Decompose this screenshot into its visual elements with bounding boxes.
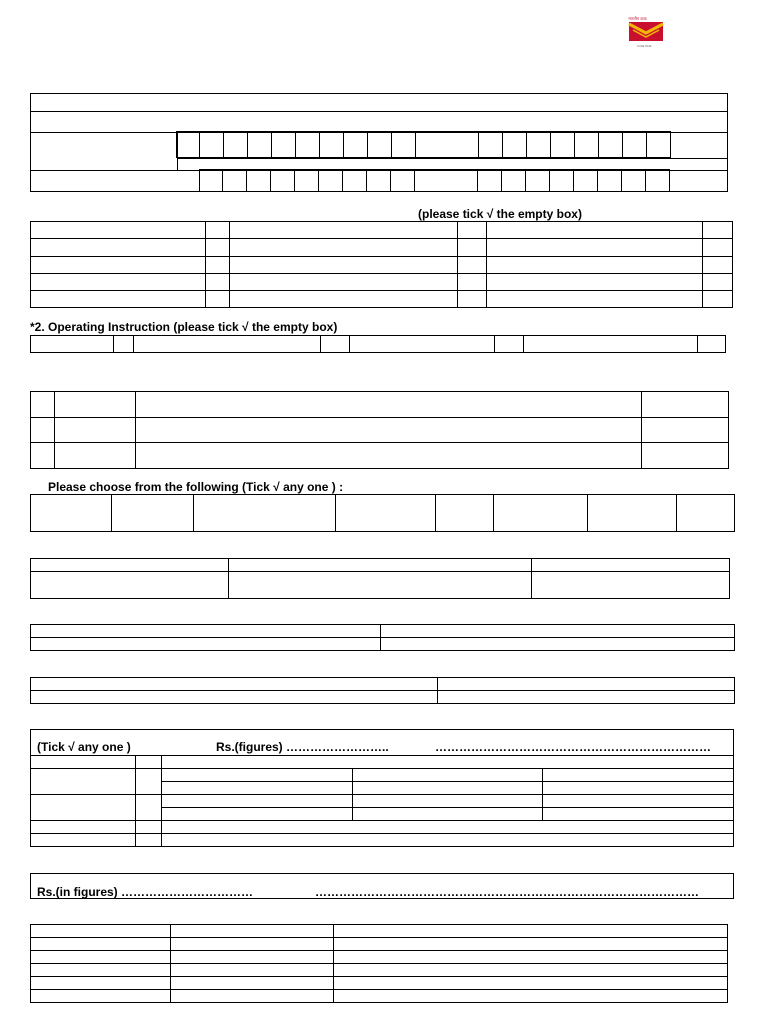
char-box[interactable] <box>272 132 296 158</box>
field-cell[interactable] <box>31 951 171 964</box>
char-box[interactable] <box>503 132 527 158</box>
tick-box[interactable] <box>136 834 162 847</box>
tick-box[interactable] <box>206 239 230 257</box>
char-box[interactable] <box>415 170 478 192</box>
holders-table <box>30 391 729 469</box>
char-box[interactable] <box>320 132 344 158</box>
tick-box[interactable] <box>206 257 230 274</box>
tick-box[interactable] <box>206 274 230 291</box>
field-cell[interactable] <box>171 925 334 938</box>
mode-label <box>31 756 136 769</box>
field-cell[interactable] <box>136 443 642 469</box>
field-cell[interactable] <box>642 418 729 443</box>
account-type-table <box>30 221 733 308</box>
header-cell <box>438 678 735 691</box>
header-cell <box>381 625 735 638</box>
field-cell[interactable] <box>381 638 735 651</box>
field-cell[interactable] <box>642 443 729 469</box>
option-label <box>230 291 458 308</box>
tick-box[interactable] <box>703 274 733 291</box>
mode-label <box>31 821 136 834</box>
date-boxes <box>199 169 670 192</box>
field-cell[interactable] <box>543 808 734 821</box>
field-cell[interactable] <box>334 951 728 964</box>
field-cell[interactable] <box>532 572 730 599</box>
char-box[interactable] <box>622 170 646 192</box>
char-box[interactable] <box>550 170 574 192</box>
char-box[interactable] <box>526 170 550 192</box>
char-box[interactable] <box>295 170 319 192</box>
option-cell[interactable] <box>436 495 494 532</box>
option-cell[interactable] <box>31 495 112 532</box>
field-cell[interactable] <box>334 964 728 977</box>
choose-following-heading: Please choose from the following (Tick √ any one ) : <box>48 480 344 494</box>
option-label <box>350 336 495 353</box>
field-cell[interactable] <box>31 925 171 938</box>
option-cell[interactable] <box>112 495 194 532</box>
header-cell <box>31 559 229 572</box>
rs-in-figures-label: Rs.(in figures) …………………………… <box>37 885 254 899</box>
option-label <box>134 336 321 353</box>
char-box[interactable] <box>391 170 415 192</box>
char-box[interactable] <box>200 132 224 158</box>
serial-cell <box>31 418 55 443</box>
rs-in-words-line: …………………………………………………………………………………… <box>315 885 699 899</box>
char-box[interactable] <box>343 170 367 192</box>
field-cell[interactable] <box>162 808 353 821</box>
char-box[interactable] <box>247 170 271 192</box>
field-cell[interactable] <box>352 782 543 795</box>
option-label <box>487 274 703 291</box>
char-box[interactable] <box>367 170 391 192</box>
char-box[interactable] <box>319 170 343 192</box>
tick-box-hint: (please tick √ the empty box) <box>418 207 582 221</box>
header-cell <box>31 678 438 691</box>
field-cell[interactable] <box>162 821 734 834</box>
option-label <box>487 239 703 257</box>
option-label <box>31 274 206 291</box>
field-cell[interactable] <box>55 418 136 443</box>
char-box[interactable] <box>344 132 368 158</box>
field-cell[interactable] <box>334 990 728 1003</box>
field-cell[interactable] <box>543 782 734 795</box>
tick-box[interactable] <box>321 336 350 353</box>
option-label <box>230 222 458 239</box>
tick-box[interactable] <box>703 291 733 308</box>
tick-box[interactable] <box>698 336 726 353</box>
char-box[interactable] <box>502 170 526 192</box>
option-label <box>487 291 703 308</box>
char-box[interactable] <box>224 132 248 158</box>
char-box[interactable] <box>200 170 223 192</box>
field-cell[interactable] <box>171 938 334 951</box>
tick-box[interactable] <box>136 795 162 821</box>
char-box[interactable] <box>623 132 647 158</box>
details-table-b <box>30 624 735 651</box>
mode-label <box>31 795 136 821</box>
char-box[interactable] <box>599 132 623 158</box>
field-cell[interactable] <box>229 572 532 599</box>
field-cell[interactable] <box>352 808 543 821</box>
tick-box[interactable] <box>458 274 487 291</box>
header-cell <box>532 559 730 572</box>
logo-caption-top: भारतीय डाक <box>628 16 647 21</box>
logo-caption-bottom: India Post <box>637 44 652 48</box>
details-table-a <box>30 558 730 599</box>
field-cell[interactable] <box>543 769 734 782</box>
option-label <box>31 291 206 308</box>
char-box[interactable] <box>598 170 622 192</box>
field-cell[interactable] <box>162 782 353 795</box>
tick-any-one-label: (Tick √ any one ) <box>37 740 131 754</box>
field-cell[interactable] <box>162 795 353 808</box>
tick-box[interactable] <box>114 336 134 353</box>
option-label <box>230 239 458 257</box>
field-cell[interactable] <box>31 638 381 651</box>
details-table-c <box>30 677 735 704</box>
field-cell[interactable] <box>171 964 334 977</box>
field-cell[interactable] <box>162 756 734 769</box>
operating-instruction-table <box>30 335 726 353</box>
option-label <box>31 257 206 274</box>
field-cell[interactable] <box>171 951 334 964</box>
tick-box[interactable] <box>206 222 230 239</box>
operating-instruction-heading: *2. Operating Instruction (please tick √ the empty box) <box>30 320 338 334</box>
option-label <box>487 222 703 239</box>
option-label <box>487 257 703 274</box>
tick-box[interactable] <box>495 336 524 353</box>
field-cell[interactable] <box>55 392 136 418</box>
option-cell[interactable] <box>194 495 336 532</box>
field-cell[interactable] <box>171 977 334 990</box>
field-cell[interactable] <box>31 572 229 599</box>
choose-option-table <box>30 494 735 532</box>
deposit-mode-table <box>30 755 734 847</box>
field-cell[interactable] <box>352 795 543 808</box>
char-box[interactable] <box>478 170 502 192</box>
field-cell[interactable] <box>334 938 728 951</box>
header-cell <box>31 625 381 638</box>
field-cell[interactable] <box>642 392 729 418</box>
field-cell[interactable] <box>162 834 734 847</box>
option-label <box>31 239 206 257</box>
field-cell[interactable] <box>31 990 171 1003</box>
account-number-boxes <box>176 131 671 158</box>
char-box[interactable] <box>368 132 392 158</box>
option-cell[interactable] <box>677 495 735 532</box>
field-cell[interactable] <box>171 990 334 1003</box>
option-cell[interactable] <box>494 495 588 532</box>
field-cell[interactable] <box>31 977 171 990</box>
field-cell[interactable] <box>136 392 642 418</box>
char-box[interactable] <box>416 132 479 158</box>
option-cell[interactable] <box>588 495 677 532</box>
field-cell[interactable] <box>438 691 735 704</box>
option-label <box>524 336 698 353</box>
field-cell[interactable] <box>334 925 728 938</box>
bottom-table <box>30 924 728 1003</box>
field-cell[interactable] <box>31 938 171 951</box>
serial-cell <box>31 443 55 469</box>
char-box[interactable] <box>527 132 551 158</box>
option-label <box>31 222 206 239</box>
tick-box[interactable] <box>703 257 733 274</box>
char-box[interactable] <box>574 170 598 192</box>
mode-label <box>31 834 136 847</box>
char-box[interactable] <box>551 132 575 158</box>
tick-box[interactable] <box>206 291 230 308</box>
option-label <box>230 274 458 291</box>
field-cell[interactable] <box>543 795 734 808</box>
field-cell[interactable] <box>352 769 543 782</box>
field-cell[interactable] <box>162 769 353 782</box>
char-box[interactable] <box>223 170 247 192</box>
char-box[interactable] <box>646 170 670 192</box>
serial-cell <box>31 392 55 418</box>
tick-box[interactable] <box>703 239 733 257</box>
char-box[interactable] <box>479 132 503 158</box>
char-box[interactable] <box>392 132 416 158</box>
tick-box[interactable] <box>458 257 487 274</box>
char-box[interactable] <box>177 132 200 158</box>
field-cell[interactable] <box>55 443 136 469</box>
field-cell[interactable] <box>31 691 438 704</box>
tick-box[interactable] <box>458 239 487 257</box>
option-cell[interactable] <box>336 495 436 532</box>
india-post-logo-icon <box>625 15 667 49</box>
tick-box[interactable] <box>136 821 162 834</box>
char-box[interactable] <box>296 132 320 158</box>
option-label <box>31 336 114 353</box>
rs-figures-label: Rs.(figures) …………………….. <box>216 740 389 754</box>
option-label <box>230 257 458 274</box>
tick-box[interactable] <box>458 291 487 308</box>
tick-box[interactable] <box>458 222 487 239</box>
field-cell[interactable] <box>334 977 728 990</box>
tick-box[interactable] <box>136 769 162 795</box>
field-cell[interactable] <box>136 418 642 443</box>
tick-box[interactable] <box>703 222 733 239</box>
mode-label <box>31 769 136 795</box>
char-box[interactable] <box>575 132 599 158</box>
field-cell[interactable] <box>31 964 171 977</box>
rs-words-line: …………………………………………………………… <box>435 740 711 754</box>
tick-box[interactable] <box>136 756 162 769</box>
header-cell <box>229 559 532 572</box>
char-box[interactable] <box>248 132 272 158</box>
char-box[interactable] <box>271 170 295 192</box>
char-box[interactable] <box>647 132 671 158</box>
